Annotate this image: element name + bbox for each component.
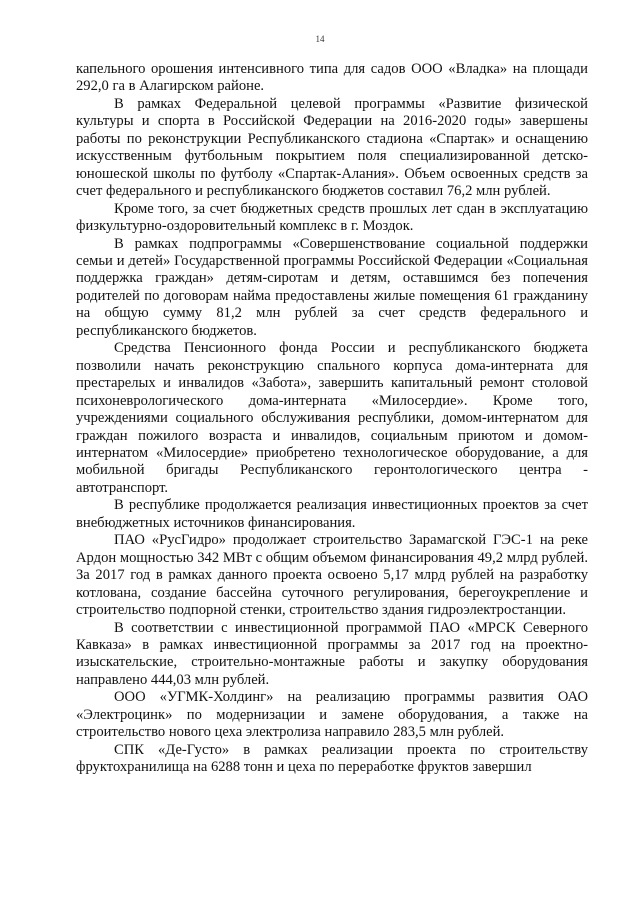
paragraph-de-gusto: СПК «Де-Густо» в рамках реализации проекта по строительству фруктохранилища на 6288 тонн и цеха по переработке фруктов завершил [76,741,588,776]
paragraph-orphan-housing: В рамках подпрограммы «Совершенствование социальной поддержки семьи и детей» Государственной программы Российской Федерации «Социальная поддержка граждан» детям-сиротам и детям, оставшимся без попечения родителей по договорам найма предоставлены жилые помещения 61 гражданину на общую сумму 81,2 млн рублей за счет средств федерального и республиканского бюджетов. [76,235,588,339]
paragraph-ugmk: ООО «УГМК-Холдинг» на реализацию программы развития ОАО «Электроцинк» по модернизации и замене оборудования, а также на строительство нового цеха электролиза направило 283,5 млн рублей. [76,689,588,741]
paragraph-stadium-reconstruction: В рамках Федеральной целевой программы «Развитие физической культуры и спорта в Российской Федерации на 2016-2020 годы» завершены работы по реконструкции Республиканского стадиона «Спартак» и оснащению искусственным футбольным покрытием поля специализированной детско-юношеской школы по футболу «Спартак-Алания». Объем освоенных средств за счет федерального и республиканского бюджетов составил 76,2 млн рублей. [76,95,588,200]
paragraph-drip-irrigation: капельного орошения интенсивного типа для садов ООО «Владка» на площади 292,0 га в Алагирском районе. [76,61,588,95]
paragraph-rushydro: ПАО «РусГидро» продолжает строительство Зарамагской ГЭС-1 на реке Ардон мощностью 342 МВт с общим объемом финансирования 49,2 млрд рублей. За 2017 год в рамках данного проекта освоено 5,17 млрд рублей на разработку котлована, создание бассейна суточного регулирования, берегоукрепление и строительство подпорной стенки, строительство здания гидроэлектростанции. [76,532,588,619]
paragraph-mrsk: В соответствии с инвестиционной программой ПАО «МРСК Северного Кавказа» в рамках инвестиционной программы за 2017 год на проектно-изыскательские, строительно-монтажные работы и закупку оборудования направлено 444,03 млн рублей. [76,619,588,688]
paragraph-mozdok-sports-complex: Кроме того, за счет бюджетных средств прошлых лет сдан в эксплуатацию физкультурно-оздоровительный комплекс в г. Моздок. [76,200,588,235]
page-number: 14 [315,34,325,44]
paragraph-investment-projects: В республике продолжается реализация инвестиционных проектов за счет внебюджетных источников финансирования. [76,497,588,531]
paragraph-care-homes: Средства Пенсионного фонда России и республиканского бюджета позволили начать реконструкцию спального корпуса дома-интерната для престарелых и инвалидов «Забота», завершить капитальный ремонт столовой психоневрологического дома-интерната «Милосердие». Кроме того, учреждениями социального обслуживания республики, домом-интернатом для граждан пожилого возраста и инвалидов, социальным приютом и домом-интернатом «Милосердие» приобретено технологическое оборудование, а для мобильной бригады Республиканского геронтологического центра - автотранспорт. [76,340,588,496]
document-body [76,61,588,777]
